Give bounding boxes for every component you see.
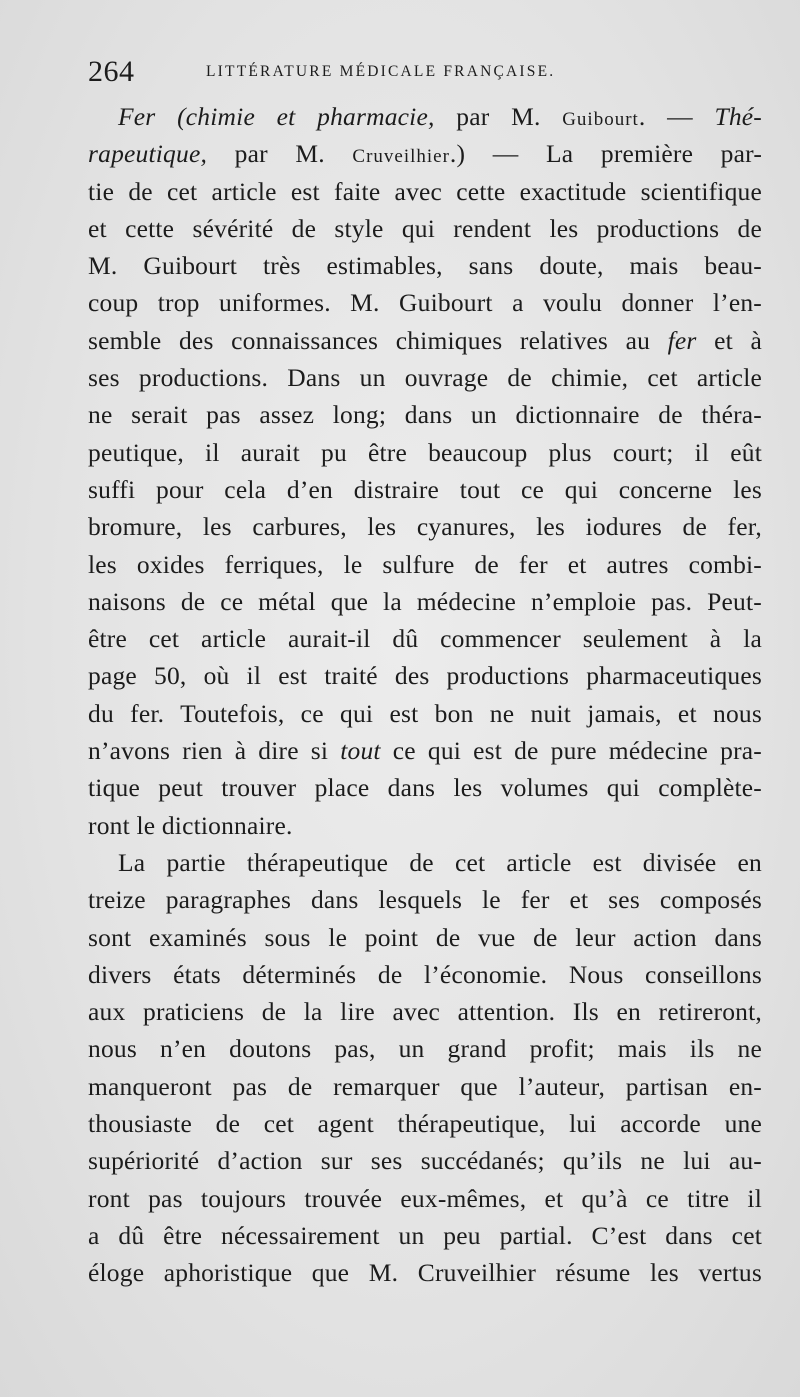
text-line: La partie thérapeutique de cet article est divisée en	[118, 847, 762, 877]
text-line: et cette sévérité de style qui rendent les productions de	[88, 213, 762, 243]
body-text	[88, 98, 762, 1292]
paragraph-fer-article	[88, 98, 762, 844]
text-line: supériorité d’action sur ses succédanés; qu’ils ne lui au-	[88, 1146, 762, 1176]
text-line: M. Guibourt très estimables, sans doute, mais beau-	[88, 251, 762, 281]
text-line: ses productions. Dans un ouvrage de chimie, cet article	[88, 363, 762, 393]
text-line: être cet article aurait-il dû commencer seulement à la	[88, 624, 762, 654]
text-line: ront pas toujours trouvée eux-mêmes, et qu’à ce titre il	[88, 1183, 762, 1213]
text-line: page 50, où il est traité des productions pharmaceutiques	[88, 661, 762, 691]
text-line: sont examinés sous le point de vue de leur action dans	[88, 922, 762, 952]
running-head: LITTÉRATURE MÉDICALE FRANÇAISE.	[206, 63, 556, 80]
page-header	[88, 52, 788, 92]
text-line: ront le dictionnaire.	[88, 810, 293, 840]
text-line: ne serait pas assez long; dans un dictionnaire de théra-	[88, 400, 762, 430]
text-line: aux praticiens de la lire avec attention. Ils en retireront,	[88, 997, 762, 1027]
text-span: par M.	[207, 139, 353, 169]
italic-title: Thé-	[714, 102, 762, 131]
text-span: et à	[696, 325, 762, 355]
text-line: naisons de ce métal que la médecine n’emploie pas. Peut-	[88, 586, 762, 616]
text-span: par M.	[434, 102, 563, 131]
text-line: thousiaste de cet agent thérapeutique, lui accorde une	[88, 1109, 762, 1139]
text-line	[88, 135, 762, 172]
text-line: coup trop uniformes. M. Guibourt a voulu donner l’en-	[88, 288, 762, 318]
text-line: éloge aphoristique que M. Cruveilhier résume les vertus	[88, 1258, 762, 1288]
author-name: Cruveilhier	[352, 146, 450, 168]
text-line: suffi pour cela d’en distraire tout ce qui concerne les	[88, 474, 762, 504]
text-line: divers états déterminés de l’économie. Nous conseillons	[88, 959, 762, 989]
text-span: n’avons rien à dire si	[88, 736, 341, 766]
text-line: peutique, il aurait pu être beaucoup plus court; il eût	[88, 437, 762, 467]
text-line: tie de cet article est faite avec cette exactitude scientifique	[88, 176, 762, 206]
italic-title: Fer (chimie et pharmacie,	[118, 102, 435, 131]
italic-word: fer	[667, 325, 697, 355]
text-line: bromure, les carbures, les cyanures, les iodures de fer,	[88, 512, 762, 542]
text-line	[88, 732, 762, 769]
paragraph-therapeutic-part	[88, 844, 762, 1292]
text-span: . —	[638, 102, 715, 131]
text-span: ce qui est de pure médecine pra-	[380, 736, 762, 766]
text-line: treize paragraphes dans lesquels le fer et ses composés	[88, 885, 762, 915]
page-number: 264	[88, 55, 135, 88]
text-line: tique peut trouver place dans les volumes qui complète-	[88, 773, 762, 803]
author-name: Guibourt	[562, 109, 639, 130]
text-span: .) — La première par-	[449, 139, 763, 169]
text-span: semble des connaissances chimiques relatives au	[88, 325, 668, 355]
italic-title: rapeutique,	[88, 139, 208, 169]
text-line	[88, 322, 762, 359]
text-line: a dû être nécessairement un peu partial. C’est dans cet	[88, 1220, 762, 1250]
text-line	[88, 98, 762, 135]
text-line: nous n’en doutons pas, un grand profit; mais ils ne	[88, 1034, 762, 1064]
text-line: les oxides ferriques, le sulfure de fer et autres combi-	[88, 549, 762, 579]
text-line: manqueront pas de remarquer que l’auteur, partisan en-	[88, 1071, 762, 1101]
italic-word: tout	[340, 736, 381, 766]
text-line: du fer. Toutefois, ce qui est bon ne nuit jamais, et nous	[88, 698, 762, 728]
